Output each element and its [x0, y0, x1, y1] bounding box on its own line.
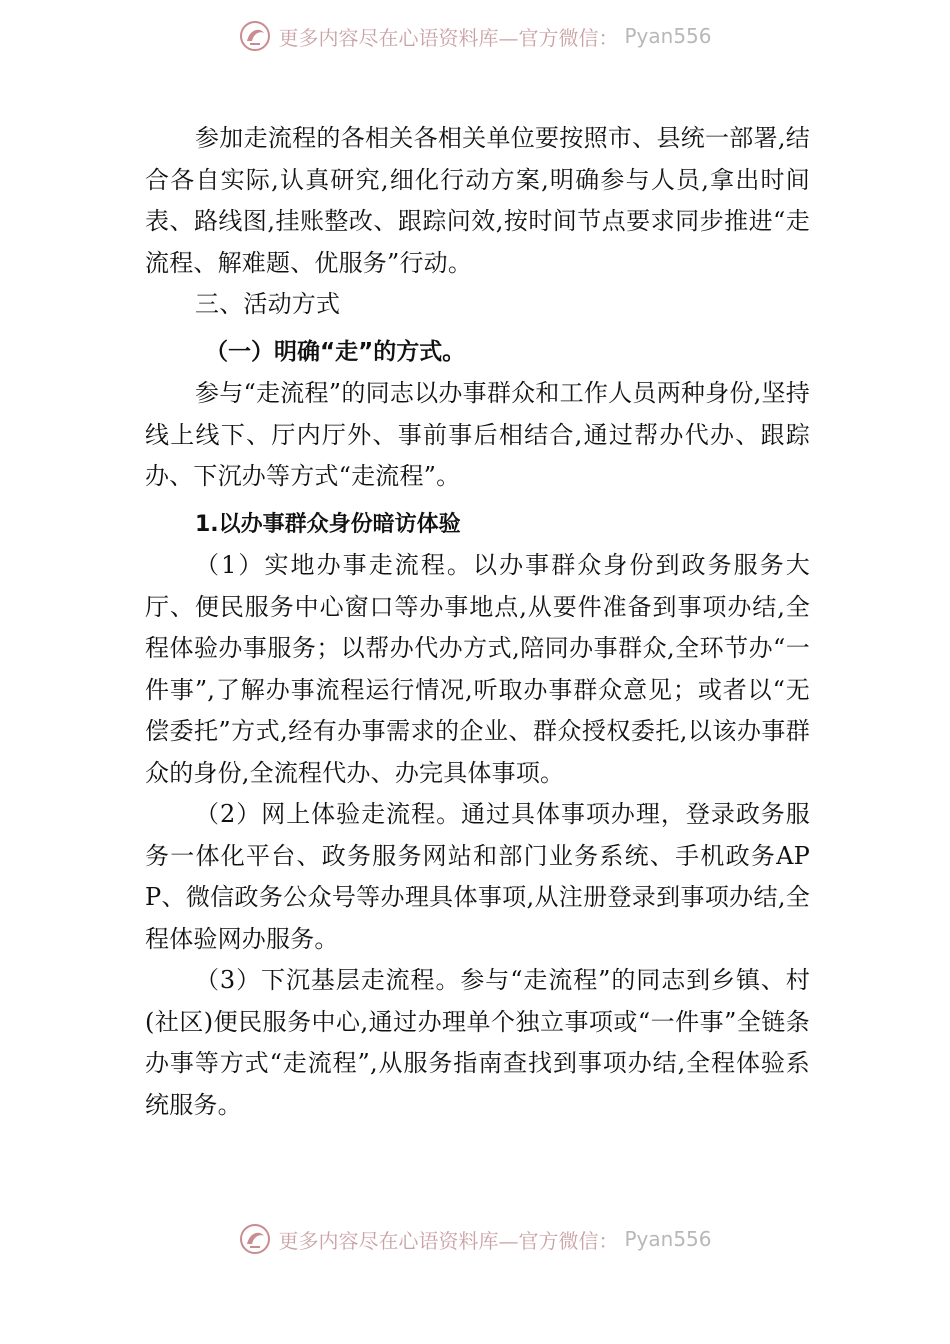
paragraph-5: （3）下沉基层走流程。参与“走流程”的同志到乡镇、村(社区)便民服务中心,通过办理单个独立事项或“一件事”全链条办事等方式“走流程”,从服务指南查找到事项办结,全程体验系统服务。 — [145, 966, 810, 1119]
paragraph-1: 参加走流程的各相关各相关单位要按照市、县统一部署,结合各自实际,认真研究,细化行动方案,明确参与人员,拿出时间表、路线图,挂账整改、跟踪问效,按时间节点要求同步推进“走流程、解难题、优服务”行动。 — [145, 124, 810, 277]
section-heading-3: 三、活动方式 — [195, 290, 341, 318]
item-heading-1: 1.以办事群众身份暗访体验 — [195, 511, 461, 537]
paragraph-4: （2）网上体验走流程。通过具体事项办理，登录政务服务一体化平台、政务服务网站和部门业务系统、手机政务APP、微信政务公众号等办理具体事项,从注册登录到事项办结,全程体验网办服务。 — [145, 800, 810, 953]
watermark-wechat-id: Pyan556 — [624, 1227, 712, 1251]
watermark-text: 更多内容尽在心语资料库—官方微信： — [278, 1228, 619, 1253]
watermark-logo-icon — [238, 1222, 272, 1256]
watermark-text: 更多内容尽在心语资料库—官方微信： — [278, 25, 619, 50]
paragraph-3: （1）实地办事走流程。以办事群众身份到政务服务大厅、便民服务中心窗口等办事地点,从要件准备到事项办结,全程体验办事服务；以帮办代办方式,陪同办事群众,全环节办“一件事”,了解办事流程运行情况,听取办事群众意见；或者以“无偿委托”方式,经有办事需求的企业、群众授权委托,以该办事群众的身份,全流程代办、办完具体事项。 — [145, 551, 810, 787]
footer-watermark — [0, 1219, 950, 1259]
watermark-wechat-id: Pyan556 — [624, 24, 712, 48]
subheading-1: （一）明确“走”的方式。 — [205, 338, 466, 365]
document-body — [145, 118, 810, 1126]
paragraph-2: 参与“走流程”的同志以办事群众和工作人员两种身份,坚持线上线下、厅内厅外、事前事后相结合,通过帮办代办、跟踪办、下沉办等方式“走流程”。 — [145, 379, 810, 490]
header-watermark — [0, 16, 950, 56]
watermark-logo-icon — [238, 19, 272, 53]
